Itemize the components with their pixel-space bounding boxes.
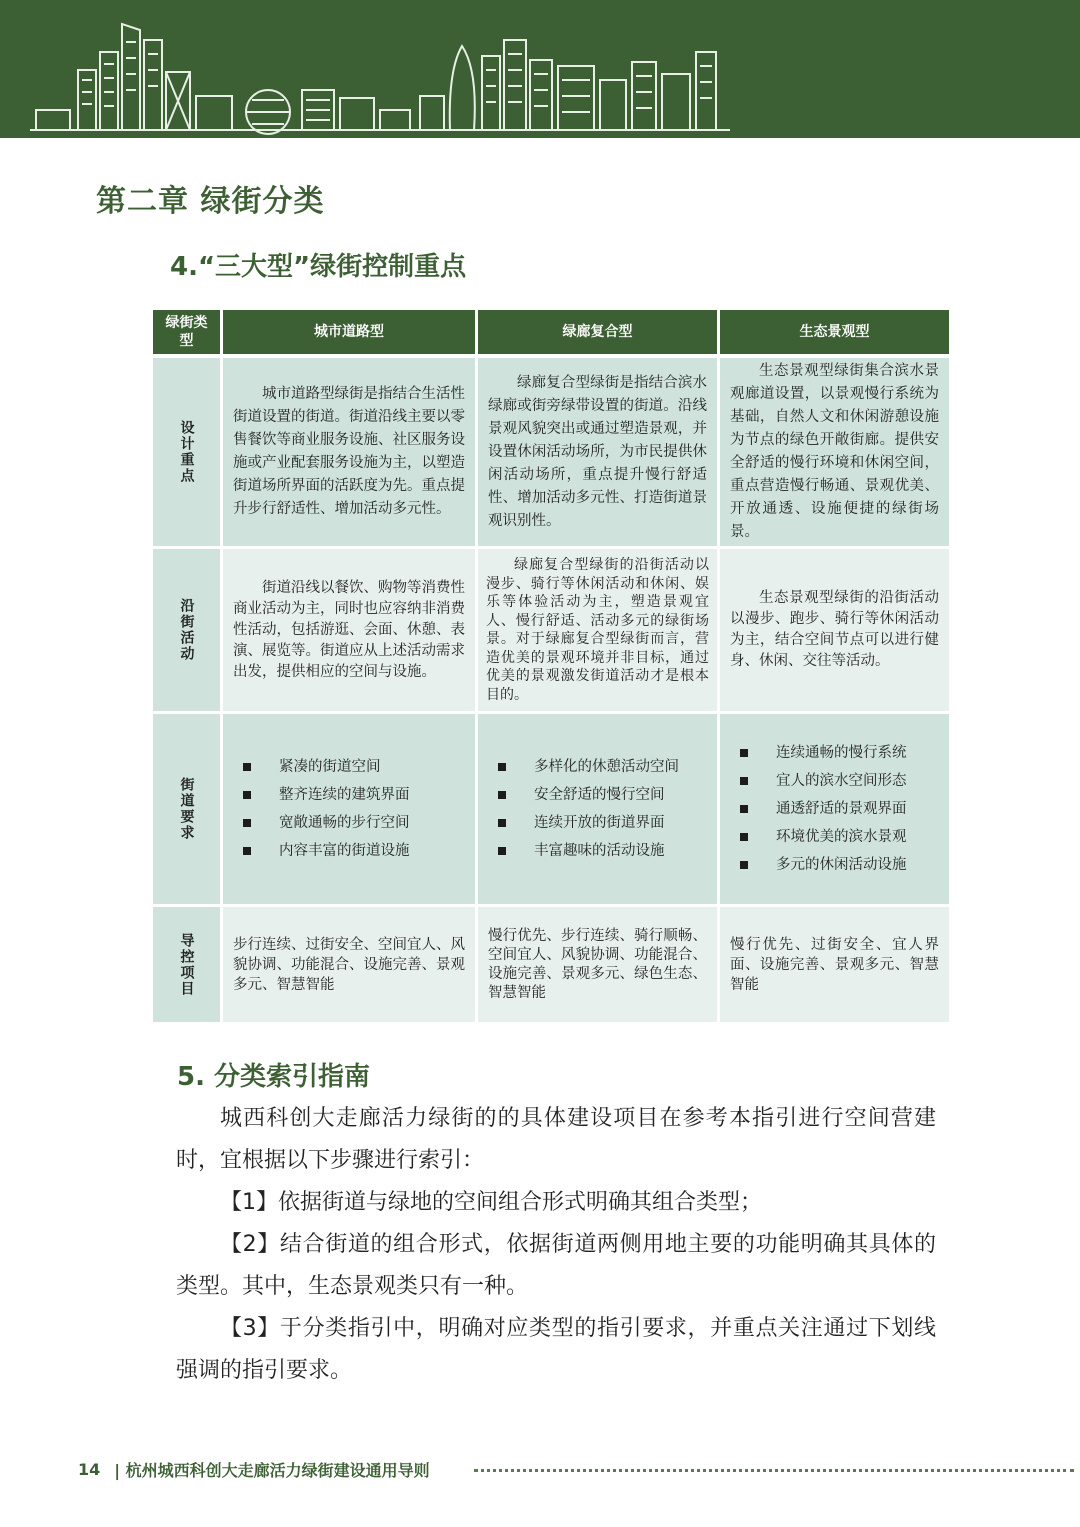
list-item: 紧凑的街道空间 bbox=[233, 753, 410, 781]
body-paragraph: 【1】依据街道与绿地的空间组合形式明确其组合类型； bbox=[220, 1190, 762, 1215]
list-item: 宽敞通畅的步行空间 bbox=[233, 809, 410, 837]
requirements-list bbox=[730, 739, 907, 879]
cell-activities-eco bbox=[720, 549, 949, 711]
body-paragraph: 【3】于分类指引中，明确对应类型的指引要求，并重点关注通过下划线强调的指引要求。 bbox=[176, 1316, 936, 1383]
list-item: 多样化的休憩活动空间 bbox=[488, 753, 679, 781]
row-label-street-requirements bbox=[153, 714, 220, 904]
cell-text: 街道沿线以餐饮、购物等消费性商业活动为主，同时也应容纳非消费性活动，包括游逛、会面、休憩、表演、展览等。街道应从上述活动需求出发，提供相应的空间与设施。 bbox=[233, 579, 465, 680]
cell-text: 生态景观型绿街的沿街活动以漫步、跑步、骑行等休闲活动为主，结合空间节点可以进行健身、休闲、交往等活动。 bbox=[730, 590, 939, 669]
cell-text: 城市道路型绿街是指结合生活性街道设置的街道。街道沿线主要以零售餐饮等商业服务设施、社区服务设施或产业配套服务设施为主，以塑造街道场所界面的活跃度为先。重点提升步行舒适性、增加活动多元性。 bbox=[233, 386, 465, 517]
cell-text: 生态景观型绿街集合滨水景观廊道设置，以景观慢行系统为基础，自然人文和休闲游憩设施为节点的绿色开敞街廊。提供安全舒适的慢行环境和休闲空间，重点营造慢行畅通、景观优美、开放通透、设施便捷的绿街场景。 bbox=[730, 363, 939, 540]
cell-text: 慢行优先、过街安全、宜人界面、设施完善、景观多元、智慧智能 bbox=[730, 936, 939, 993]
cell-text: 步行连续、过街安全、空间宜人、风貌协调、功能混合、设施完善、景观多元、智慧智能 bbox=[233, 936, 465, 993]
cell-text: 慢行优先、步行连续、骑行顺畅、空间宜人、风貌协调、功能混合、设施完善、景观多元、绿色生态、智慧智能 bbox=[488, 927, 707, 1001]
cell-control-greenway bbox=[478, 907, 717, 1022]
list-item: 宜人的滨水空间形态 bbox=[730, 767, 907, 795]
table-header-city-road: 城市道路型 bbox=[223, 310, 475, 354]
cell-activities-greenway bbox=[478, 549, 717, 711]
cell-requirements-eco bbox=[720, 714, 949, 904]
list-item: 连续开放的街道界面 bbox=[488, 809, 679, 837]
cell-text: 绿廊复合型绿街的沿街活动以漫步、骑行等休闲活动和休闲、娱乐等体验活动为主，塑造景观宜人、慢行舒适、活动多元的绿街场景。对于绿廊复合型绿街而言，营造优美的景观环境并非目标，通过优美的景观激发街道活动才是根本目的。 bbox=[486, 557, 709, 703]
section-4-title: 4.“三大型”绿街控制重点 bbox=[170, 252, 467, 282]
row-label-text: 导控项目 bbox=[178, 932, 195, 997]
table-header-corner: 绿街类型 bbox=[153, 310, 220, 354]
cell-control-eco bbox=[720, 907, 949, 1022]
list-item: 环境优美的滨水景观 bbox=[730, 823, 907, 851]
list-item: 多元的休闲活动设施 bbox=[730, 851, 907, 879]
requirements-list bbox=[488, 753, 679, 865]
cell-design-eco bbox=[720, 358, 949, 546]
page-footer bbox=[78, 1458, 430, 1481]
list-item: 丰富趣味的活动设施 bbox=[488, 837, 679, 865]
city-skyline-illustration bbox=[0, 0, 1080, 138]
cell-control-city-road bbox=[223, 907, 475, 1022]
header-banner bbox=[0, 0, 1080, 138]
row-label-text: 街道要求 bbox=[178, 777, 195, 841]
list-item: 整齐连续的建筑界面 bbox=[233, 781, 410, 809]
table-header-greenway: 绿廊复合型 bbox=[478, 310, 717, 354]
row-label-text: 设计重点 bbox=[178, 420, 195, 484]
list-item: 通透舒适的景观界面 bbox=[730, 795, 907, 823]
row-label-design-focus bbox=[153, 358, 220, 546]
body-paragraph: 【2】结合街道的组合形式，依据街道两侧用地主要的功能明确其具体的类型。其中，生态景观类只有一种。 bbox=[176, 1232, 936, 1299]
footer-dotted-rule bbox=[474, 1469, 1074, 1472]
requirements-list bbox=[233, 753, 410, 865]
section-5-title: 5. 分类索引指南 bbox=[177, 1062, 371, 1092]
row-label-control-items bbox=[153, 907, 220, 1022]
footer-title: | 杭州城西科创大走廊活力绿街建设通用导则 bbox=[114, 1461, 430, 1480]
table-header-eco-landscape: 生态景观型 bbox=[720, 310, 949, 354]
row-label-text: 沿街活动 bbox=[178, 598, 195, 662]
cell-text: 绿廊复合型绿街是指结合滨水绿廊或街旁绿带设置的街道。沿线景观风貌突出或通过塑造景观，并设置休闲活动场所，为市民提供休闲活动场所，重点提升慢行舒适性、增加活动多元性、打造街道景观识别性。 bbox=[488, 374, 707, 529]
body-paragraph: 城西科创大走廊活力绿街的的具体建设项目在参考本指引进行空间营建时，宜根据以下步骤进行索引： bbox=[176, 1106, 936, 1173]
section-5-body bbox=[176, 1098, 936, 1392]
list-item: 内容丰富的街道设施 bbox=[233, 837, 410, 865]
page-number: 14 bbox=[78, 1460, 101, 1479]
list-item: 连续通畅的慢行系统 bbox=[730, 739, 907, 767]
row-label-street-activities bbox=[153, 549, 220, 711]
list-item: 安全舒适的慢行空间 bbox=[488, 781, 679, 809]
green-street-control-table bbox=[153, 310, 949, 1022]
cell-activities-city-road bbox=[223, 549, 475, 711]
cell-requirements-city-road bbox=[223, 714, 475, 904]
cell-requirements-greenway bbox=[478, 714, 717, 904]
chapter-title: 第二章 绿街分类 bbox=[96, 184, 325, 219]
cell-design-greenway bbox=[478, 358, 717, 546]
cell-design-city-road bbox=[223, 358, 475, 546]
